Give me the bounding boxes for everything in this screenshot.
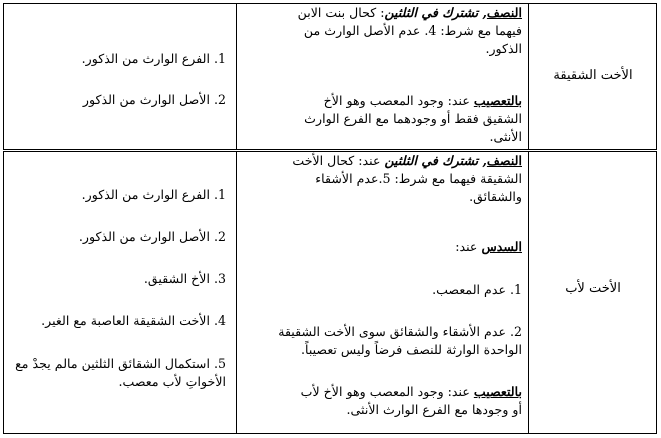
barriers-cell [4, 152, 234, 433]
two-thirds-keyword: , تشترك في الثلثين [384, 5, 487, 20]
table-row [3, 151, 657, 434]
share-line: الأنثى. [489, 129, 522, 144]
share-line: الشقيق فقط أو وجودهما مع الفرع الوارث [304, 111, 522, 126]
heir-cell [530, 152, 656, 433]
heir-label: الأخت لأب [565, 281, 621, 296]
taseeb-keyword: بالتعصيب [473, 384, 522, 399]
sudus-keyword: السدس [481, 239, 522, 254]
share-line: بالتعصيب عند: وجود المعصب وهو الأخ [323, 93, 522, 108]
share-line: فيهما مع شرط: 4. عدم الأصل الوارث من [303, 23, 522, 38]
barrier-item: 2. الأصل الوارث من الذكور. [78, 229, 226, 244]
share-line: الشقيقة فيهما مع شرط: 5.عدم الأشقاء [315, 171, 522, 186]
barrier-item: 4. الأخت الشقيقة العاصبة مع الغير. [41, 313, 226, 328]
share-line: الواحدة الوارثة للنصف فرضاً وليس تعصيباً. [300, 342, 522, 357]
taseeb-keyword: بالتعصيب [473, 93, 522, 108]
share-line: والشقائق. [469, 189, 522, 204]
heir-label: الأخت الشقيقة [553, 68, 633, 83]
share-line: الذكور. [485, 41, 522, 56]
share-line: بالتعصيب عند: وجود المعصب وهو الأخ لأب [300, 384, 522, 399]
share-line: النصف, تشترك في الثلثين: كحال بنت الابن [297, 5, 522, 20]
barrier-item: 5. استكمال الشقائق الثلثين مالم يجدْ مع [15, 356, 226, 371]
shares-cell [239, 152, 525, 433]
half-keyword: النصف [486, 5, 522, 20]
heir-cell [530, 4, 656, 150]
shares-cell [239, 4, 525, 150]
barrier-item: 1. الفرع الوارث من الذكور. [81, 187, 226, 202]
share-line: 1. عدم المعصب. [432, 282, 522, 297]
barrier-item: الأخواتِ لأب معصب. [118, 374, 226, 389]
share-line: 2. عدم الأشقاء والشقائق سوى الأخت الشقيقة [278, 324, 522, 339]
barrier-item: 1. الفرع الوارث من الذكور. [81, 51, 226, 66]
barriers-cell [4, 4, 234, 150]
share-line: أو وجودها مع الفرع الوارث الأنثى. [346, 402, 522, 417]
table-row [3, 3, 657, 150]
share-line: النصف, تشترك في الثلثين عند: كحال الأخت [292, 153, 522, 168]
barrier-item: 3. الأخ الشقيق. [143, 271, 226, 286]
two-thirds-keyword: , تشترك في الثلثين [384, 153, 487, 168]
barrier-item: 2. الأصل الوارث من الذكور [82, 92, 226, 107]
half-keyword: النصف [486, 153, 522, 168]
share-line: السدس عند: [455, 239, 522, 254]
